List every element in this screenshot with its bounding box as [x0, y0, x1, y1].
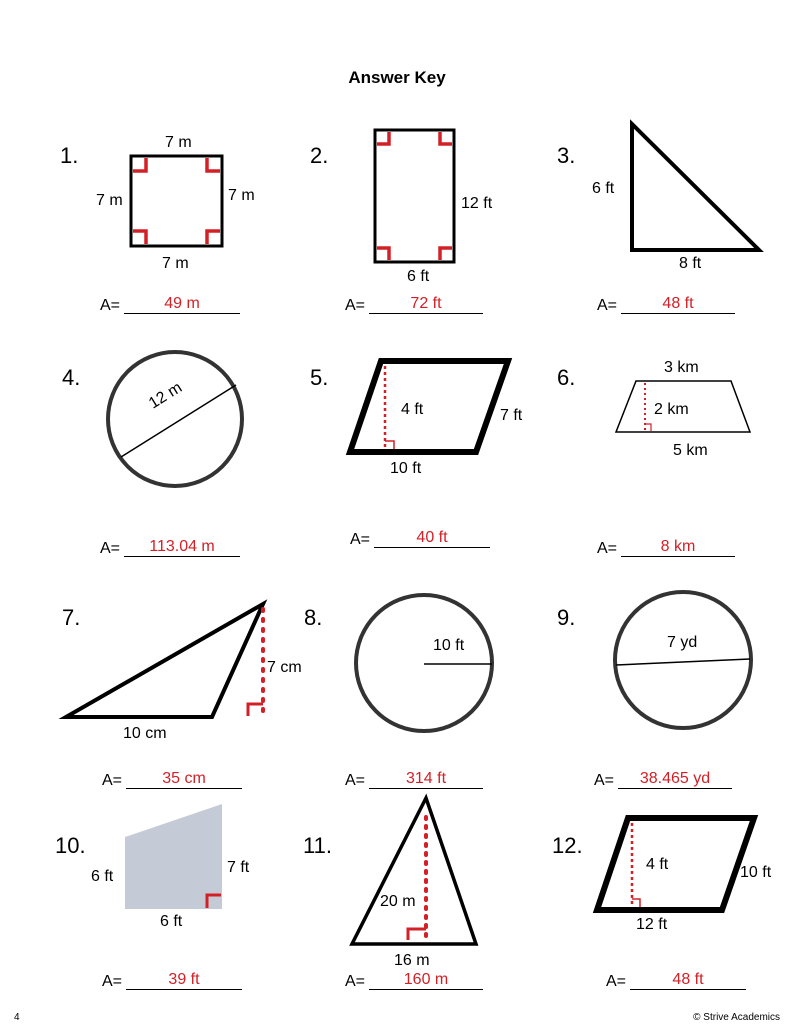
answer-line-2: [345, 295, 442, 315]
answer-prefix: A=: [345, 973, 366, 990]
dim-label: 7 ft: [227, 859, 250, 876]
answer-value: 72 ft: [369, 295, 483, 314]
answer-value: 40 ft: [374, 529, 490, 548]
dim-label: 4 ft: [646, 856, 669, 873]
answer-value: 39 ft: [126, 971, 242, 990]
page-title: Answer Key: [348, 68, 446, 87]
problem-number-2: 2.: [310, 143, 329, 168]
answer-prefix: A=: [350, 531, 371, 548]
dim-label: 10 ft: [433, 637, 465, 654]
answer-prefix: A=: [345, 297, 366, 314]
shape-triangle-11: [352, 798, 476, 944]
dim-label: 7 m: [96, 192, 123, 209]
answer-prefix: A=: [102, 973, 123, 990]
page-number: 4: [14, 1012, 20, 1023]
shape-triangle-7: [66, 604, 263, 717]
problem-number-12: 12.: [552, 833, 583, 858]
problem-number-5: 5.: [310, 365, 329, 390]
dim-label: 6 ft: [160, 913, 183, 930]
answer-line-12: [606, 971, 704, 991]
dim-label: 4 ft: [401, 401, 424, 418]
answer-line-1: [100, 295, 200, 315]
answer-value: 8 km: [621, 538, 735, 557]
shape-circle-8: [356, 595, 492, 731]
answer-value: 160 m: [369, 971, 483, 990]
answer-prefix: A=: [100, 297, 121, 314]
answer-line-7: [102, 770, 206, 790]
answer-prefix: A=: [345, 772, 366, 789]
answer-prefix: A=: [594, 772, 615, 789]
right-angle-markers: [377, 132, 452, 260]
dim-label: 6 ft: [592, 180, 615, 197]
problem-number-8: 8.: [304, 605, 323, 630]
dim-label: 16 m: [394, 952, 430, 969]
shape-parallelogram-12: [597, 818, 754, 910]
dim-label: 12 m: [146, 379, 186, 413]
answer-prefix: A=: [597, 297, 618, 314]
answer-value: 38.465 yd: [618, 770, 732, 789]
answer-value: 35 cm: [126, 770, 242, 789]
dim-label: 12 ft: [461, 195, 493, 212]
answer-line-6: [597, 538, 696, 558]
dim-label: 10 ft: [390, 460, 422, 477]
answer-prefix: A=: [606, 973, 627, 990]
problem-number-7: 7.: [62, 605, 81, 630]
problem-number-9: 9.: [557, 605, 576, 630]
shape-rectangle-2: [375, 130, 454, 262]
answer-value: 113.04 m: [124, 538, 240, 557]
shape-circle-9: [615, 592, 751, 728]
answer-line-10: [102, 971, 200, 991]
answer-value: 48 ft: [621, 295, 735, 314]
dim-label: 5 km: [673, 442, 708, 459]
answer-line-11: [345, 971, 449, 991]
dim-label: 8 ft: [679, 255, 702, 272]
answer-value: 48 ft: [630, 971, 746, 990]
shape-parallelogram-5: [350, 361, 508, 452]
answer-line-9: [594, 770, 711, 790]
dim-label: 7 m: [162, 255, 189, 272]
dim-label: 7 ft: [500, 407, 523, 424]
dim-label: 7 m: [228, 187, 255, 204]
dim-label: 20 m: [380, 893, 416, 910]
answer-prefix: A=: [597, 540, 618, 557]
dim-label: 12 ft: [636, 916, 668, 933]
shape-circle-4: [108, 352, 242, 486]
answer-line-8: [345, 770, 447, 790]
problem-number-1: 1.: [60, 143, 79, 168]
copyright-text: © Strive Academics: [693, 1012, 780, 1023]
answer-line-4: [100, 538, 215, 558]
answer-value: 314 ft: [369, 770, 483, 789]
problem-number-6: 6.: [557, 365, 576, 390]
dim-label: 6 ft: [407, 268, 430, 285]
shape-triangle-3: [632, 124, 759, 250]
dim-label: 10 cm: [123, 725, 167, 742]
problem-number-10: 10.: [55, 833, 86, 858]
dim-label: 7 m: [165, 134, 192, 151]
dim-label: 7 yd: [667, 634, 698, 651]
problem-number-3: 3.: [557, 143, 576, 168]
shape-trapezoid-10: [125, 804, 222, 909]
answer-line-3: [597, 295, 694, 315]
dim-label: 2 km: [654, 401, 689, 418]
dim-label: 6 ft: [91, 868, 114, 885]
answer-value: 49 m: [124, 295, 240, 314]
dim-label: 7 cm: [267, 659, 302, 676]
problem-number-11: 11.: [303, 833, 332, 858]
dim-label: 3 km: [664, 359, 699, 376]
shape-square-1: [131, 156, 222, 246]
answer-prefix: A=: [102, 772, 123, 789]
dim-label: 10 ft: [740, 864, 772, 881]
right-angle-markers: [133, 158, 220, 244]
answer-line-5: [350, 529, 448, 549]
answer-prefix: A=: [100, 540, 121, 557]
problem-number-4: 4.: [62, 365, 81, 390]
